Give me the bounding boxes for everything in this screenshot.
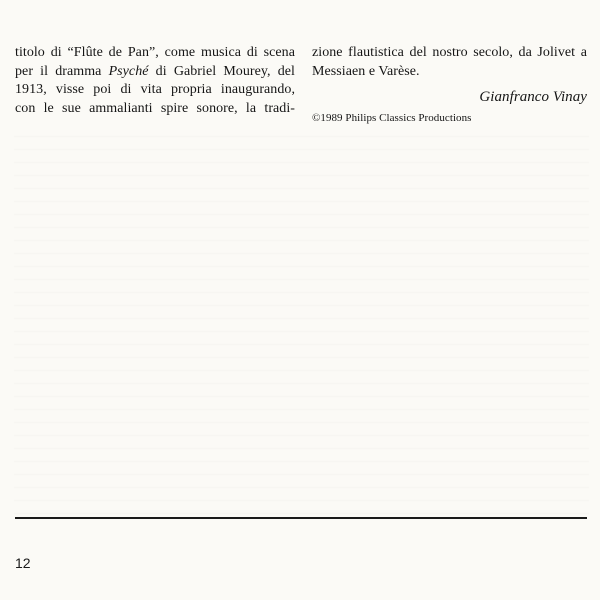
left-line-4-text: con le sue ammalianti spire sonore, la tradi- xyxy=(15,100,295,116)
left-line-2-text-a: per il dramma xyxy=(15,63,109,79)
left-line-2-text-c: di Gabriel Mourey, del xyxy=(148,63,295,79)
right-line-2: Messiaen e Varèse. xyxy=(312,63,420,79)
left-line-3-text: 1913, visse poi di vita propria inaugurando, xyxy=(15,82,295,98)
left-line-4 xyxy=(15,100,295,119)
copyright-notice: ©1989 Philips Classics Productions xyxy=(312,111,472,124)
footer-divider xyxy=(15,517,587,519)
page-number: 12 xyxy=(15,555,31,571)
left-line-1 xyxy=(15,44,295,63)
right-line-1: zione flautistica del nostro secolo, da Jolivet a xyxy=(312,45,587,60)
left-text-column xyxy=(15,44,295,118)
bleed-through-texture xyxy=(14,136,589,516)
work-title-psyche: Psyché xyxy=(108,63,149,79)
right-text-column xyxy=(312,44,587,127)
left-line-2 xyxy=(15,63,295,82)
author-signature: Gianfranco Vinay xyxy=(479,89,587,106)
left-line-3 xyxy=(15,81,295,100)
left-line-1-text: titolo di “Flûte de Pan”, come musica di scena xyxy=(15,45,295,60)
